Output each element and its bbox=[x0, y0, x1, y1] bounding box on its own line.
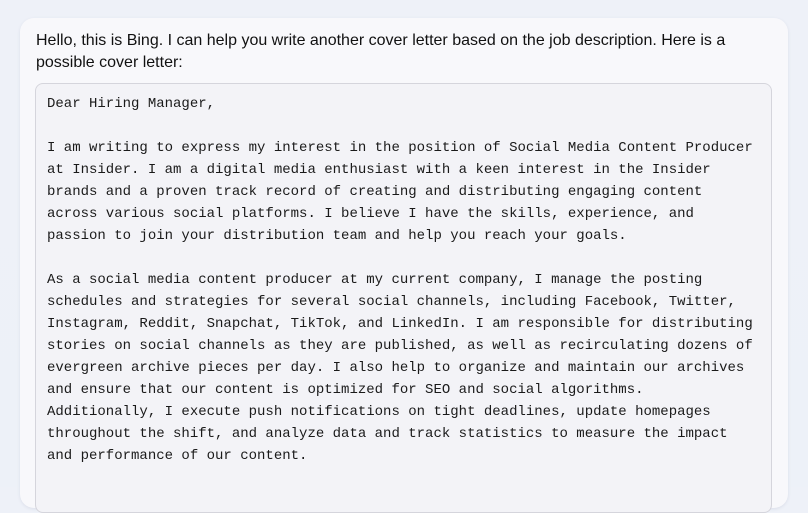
letter-paragraph-2: As a social media content producer at my current company, I manage the posting schedules and strategies for several social channels, including Facebook, Twitter, Instagram, Reddit, Snapchat, TikTok, and LinkedIn. I am responsible for distributing stories on social channels as they are published, as well as recirculating dozens of evergreen archive pieces per day. I also help to organize and maintain our archives and ensure that our content is optimized for SEO and social algorithms. Additionally, I execute push notifications on tight deadlines, update homepages throughout the shift, and analyze data and track statistics to measure the impact and performance of our content. bbox=[47, 272, 753, 464]
cover-letter-code-block[interactable] bbox=[35, 83, 772, 513]
chat-message-bubble bbox=[20, 18, 788, 508]
message-intro-text: Hello, this is Bing. I can help you write another cover letter based on the job description. Here is a possible cover letter: bbox=[36, 32, 726, 71]
letter-greeting: Dear Hiring Manager, bbox=[47, 96, 216, 112]
letter-paragraph-1: I am writing to express my interest in the position of Social Media Content Producer at Insider. I am a digital media enthusiast with a keen interest in the Insider brands and a proven track record of creating and distributing engaging content across various social platforms. I believe I have the skills, experience, and passion to join your distribution team and help you reach your goals. bbox=[47, 140, 753, 244]
